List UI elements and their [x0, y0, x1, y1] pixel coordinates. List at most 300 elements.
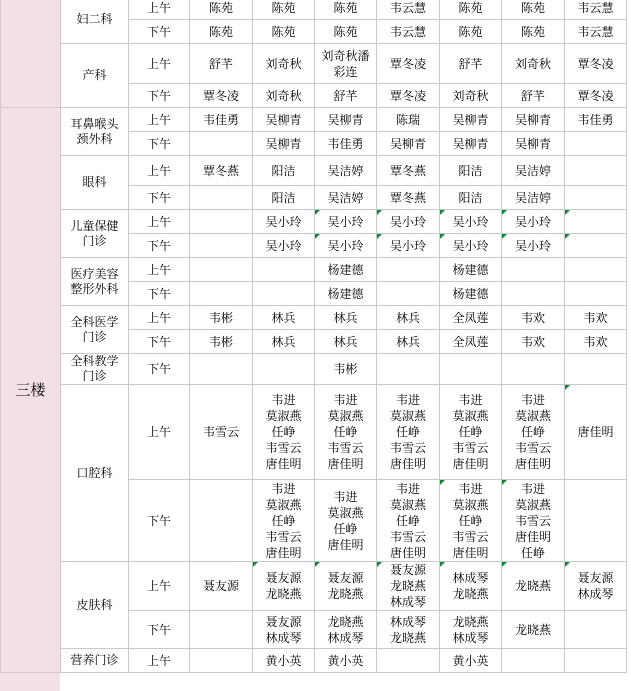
period-label-text: 上午	[146, 214, 171, 229]
doctor-cell	[502, 258, 565, 282]
doctor-cell	[315, 649, 377, 673]
doctor-cell-text: 林兵	[333, 334, 358, 349]
period-label	[129, 0, 190, 20]
doctor-cell	[190, 108, 253, 132]
doctor-cell	[502, 156, 565, 186]
doctor-cell	[502, 562, 565, 611]
doctor-cell-text: 聂友源 林成琴	[577, 571, 614, 601]
doctor-cell-text: 阳洁	[458, 163, 483, 178]
period-label-text: 上午	[146, 425, 171, 439]
doctor-cell-text: 吴小玲	[452, 214, 489, 229]
department-name	[61, 0, 129, 44]
doctor-cell	[253, 20, 315, 44]
doctor-cell-text: 吴柳青	[265, 112, 302, 127]
doctor-cell-text: 陈苑	[520, 24, 545, 39]
doctor-cell-text: 吴洁婷	[514, 163, 551, 178]
doctor-cell	[253, 0, 315, 20]
doctor-cell	[377, 44, 440, 84]
period-label	[129, 480, 190, 562]
period-label	[129, 20, 190, 44]
doctor-cell-text: 韦进 莫淑燕 任峥 韦雪云 唐佳明	[327, 393, 364, 471]
doctor-cell	[377, 385, 440, 480]
doctor-cell	[440, 306, 502, 330]
doctor-cell	[565, 562, 627, 611]
doctor-cell	[565, 306, 627, 330]
doctor-cell	[315, 0, 377, 20]
period-label-text: 下午	[146, 24, 171, 39]
doctor-cell	[440, 385, 502, 480]
doctor-cell	[190, 562, 253, 611]
period-label	[129, 44, 190, 84]
doctor-cell	[315, 480, 377, 562]
doctor-cell	[377, 234, 440, 258]
doctor-cell-text: 龙晓燕 林成琴	[452, 614, 489, 645]
doctor-cell-text: 林兵	[395, 334, 420, 349]
doctor-cell-text: 阳洁	[458, 190, 483, 205]
doctor-cell	[565, 480, 627, 562]
doctor-cell	[315, 186, 377, 210]
period-label-text: 上午	[146, 579, 171, 593]
doctor-cell	[315, 20, 377, 44]
doctor-cell	[377, 649, 440, 673]
doctor-cell	[253, 258, 315, 282]
period-label	[129, 234, 190, 258]
doctor-cell-text: 韦进 莫淑燕 任峥 韦雪云 唐佳明	[452, 481, 489, 560]
doctor-cell-text: 刘奇秋	[265, 56, 302, 71]
period-label	[129, 258, 190, 282]
doctor-cell	[440, 0, 502, 20]
doctor-cell-text: 林成琴 龙晓燕	[389, 614, 426, 645]
department-name	[61, 210, 129, 258]
doctor-cell-text: 陈苑	[333, 0, 358, 15]
department-name-text: 眼科	[82, 175, 107, 189]
doctor-cell	[315, 234, 377, 258]
doctor-cell-text: 韦进 莫淑燕 任峥 唐佳明	[327, 489, 364, 552]
doctor-cell	[565, 0, 627, 20]
doctor-cell-text: 覃冬凌	[389, 88, 426, 103]
doctor-cell	[315, 258, 377, 282]
doctor-cell-text: 舒芊	[520, 88, 545, 103]
doctor-cell	[565, 108, 627, 132]
doctor-cell-text: 覃冬燕	[389, 163, 426, 178]
doctor-cell	[502, 354, 565, 385]
period-label-text: 下午	[146, 88, 171, 103]
doctor-cell	[253, 210, 315, 234]
period-label	[129, 330, 190, 354]
department-name-text: 医疗美容 整形外科	[70, 266, 119, 296]
period-label	[129, 611, 190, 649]
doctor-cell	[315, 84, 377, 108]
doctor-cell	[315, 611, 377, 649]
doctor-cell-text: 陈苑	[208, 24, 233, 39]
doctor-cell-text: 韦佳勇	[577, 112, 614, 127]
doctor-cell	[502, 330, 565, 354]
doctor-cell-text: 全凤莲	[452, 310, 489, 325]
doctor-cell-text: 陈瑞	[395, 112, 420, 127]
period-label-text: 下午	[146, 362, 171, 376]
doctor-cell	[377, 611, 440, 649]
period-label	[129, 84, 190, 108]
period-label	[129, 210, 190, 234]
doctor-cell-text: 聂友源 林成琴	[265, 614, 302, 645]
doctor-cell	[190, 649, 253, 673]
doctor-cell	[440, 44, 502, 84]
doctor-cell-text: 林兵	[333, 310, 358, 325]
doctor-cell-text: 韦云慧	[577, 24, 614, 39]
doctor-cell	[440, 282, 502, 306]
doctor-cell	[502, 132, 565, 156]
period-label-text: 上午	[146, 112, 171, 127]
doctor-cell-text: 韦彬	[208, 310, 233, 325]
doctor-cell-text: 覃冬燕	[389, 190, 426, 205]
doctor-cell	[565, 84, 627, 108]
doctor-cell-text: 覃冬凌	[577, 56, 614, 71]
doctor-cell	[440, 354, 502, 385]
doctor-cell	[440, 234, 502, 258]
doctor-cell	[502, 234, 565, 258]
doctor-cell-text: 舒芊	[333, 88, 358, 103]
doctor-cell-text: 韦欢	[520, 334, 545, 349]
doctor-cell	[377, 354, 440, 385]
doctor-cell-text: 林兵	[395, 310, 420, 325]
doctor-cell-text: 韦进 莫淑燕 任峥 韦雪云 唐佳明	[389, 481, 426, 560]
doctor-cell-text: 覃冬凌	[389, 56, 426, 71]
doctor-cell	[377, 108, 440, 132]
doctor-cell	[315, 44, 377, 84]
department-name	[61, 108, 129, 156]
doctor-cell-text: 龙晓燕	[514, 579, 551, 593]
doctor-cell	[190, 480, 253, 562]
department-name-text: 全科教学 门诊	[70, 354, 119, 383]
doctor-cell-text: 刘奇秋	[265, 88, 302, 103]
table-row	[1, 108, 627, 132]
doctor-cell	[190, 156, 253, 186]
doctor-cell-text: 韦云慧	[389, 0, 426, 15]
table-row	[1, 210, 627, 234]
doctor-cell	[190, 330, 253, 354]
doctor-cell-text: 韦进 莫淑燕 任峥 韦雪云 唐佳明	[265, 393, 302, 471]
doctor-cell-text: 吴洁婷	[327, 190, 364, 205]
doctor-cell	[377, 132, 440, 156]
doctor-cell-text: 韦欢	[520, 310, 545, 325]
doctor-cell	[253, 480, 315, 562]
table-row	[1, 562, 627, 611]
doctor-cell	[190, 132, 253, 156]
doctor-cell-text: 吴柳青	[514, 112, 551, 127]
doctor-cell-text: 吴柳青	[452, 112, 489, 127]
floor-cell	[1, 0, 61, 108]
doctor-cell-text: 韦佳勇	[327, 136, 364, 151]
doctor-cell	[253, 84, 315, 108]
doctor-cell-text: 韦云慧	[389, 24, 426, 39]
doctor-cell-text: 吴小玲	[265, 238, 302, 253]
department-name-text: 营养门诊	[70, 653, 119, 667]
period-label	[129, 354, 190, 385]
doctor-cell	[502, 282, 565, 306]
doctor-cell-text: 唐佳明	[577, 425, 614, 439]
doctor-cell-text: 舒芊	[208, 56, 233, 71]
department-name	[61, 258, 129, 306]
doctor-cell	[502, 108, 565, 132]
doctor-cell	[253, 385, 315, 480]
doctor-cell	[190, 44, 253, 84]
doctor-cell	[377, 186, 440, 210]
doctor-cell	[502, 20, 565, 44]
doctor-cell	[440, 132, 502, 156]
doctor-cell-text: 吴柳青	[265, 136, 302, 151]
period-label-text: 下午	[146, 136, 171, 151]
doctor-cell	[440, 20, 502, 44]
doctor-cell	[377, 282, 440, 306]
doctor-cell-text: 吴柳青	[389, 136, 426, 151]
doctor-cell	[253, 306, 315, 330]
doctor-cell	[502, 480, 565, 562]
doctor-cell-text: 陈苑	[458, 24, 483, 39]
department-name	[61, 156, 129, 210]
period-label	[129, 562, 190, 611]
doctor-cell	[565, 258, 627, 282]
department-name	[61, 354, 129, 385]
doctor-cell	[565, 282, 627, 306]
doctor-cell	[253, 44, 315, 84]
period-label	[129, 132, 190, 156]
doctor-cell-text: 黄小英	[265, 653, 302, 668]
doctor-cell	[502, 306, 565, 330]
period-label-text: 上午	[146, 0, 171, 15]
doctor-cell	[377, 330, 440, 354]
period-label	[129, 649, 190, 673]
doctor-cell-text: 韦云慧	[577, 0, 614, 15]
doctor-cell	[377, 20, 440, 44]
department-name-text: 妇二科	[76, 12, 113, 26]
department-name-text: 产科	[82, 68, 107, 82]
doctor-cell-text: 林兵	[271, 310, 296, 325]
department-name-text: 耳鼻喉头 颈外科	[70, 116, 119, 146]
doctor-cell-text: 聂友源 龙晓燕	[265, 571, 302, 601]
doctor-cell-text: 黄小英	[452, 653, 489, 668]
doctor-cell	[190, 385, 253, 480]
doctor-cell-text: 吴小玲	[389, 214, 426, 229]
doctor-cell	[377, 156, 440, 186]
doctor-cell	[190, 611, 253, 649]
doctor-cell	[253, 234, 315, 258]
doctor-cell-text: 吴小玲	[327, 214, 364, 229]
doctor-cell	[377, 480, 440, 562]
department-name	[61, 306, 129, 354]
doctor-cell	[440, 210, 502, 234]
doctor-cell	[565, 156, 627, 186]
period-label	[129, 156, 190, 186]
doctor-cell	[190, 84, 253, 108]
doctor-cell-text: 陈苑	[208, 0, 233, 15]
doctor-cell	[565, 385, 627, 480]
table-row	[1, 258, 627, 282]
department-name	[61, 385, 129, 562]
period-label-text: 下午	[146, 190, 171, 205]
doctor-cell	[502, 210, 565, 234]
doctor-cell	[315, 282, 377, 306]
doctor-cell	[565, 186, 627, 210]
table-row	[1, 44, 627, 84]
doctor-cell	[377, 258, 440, 282]
doctor-cell-text: 覃冬凌	[577, 88, 614, 103]
period-label-text: 下午	[146, 334, 171, 349]
doctor-cell	[253, 132, 315, 156]
doctor-cell	[253, 282, 315, 306]
doctor-cell	[190, 20, 253, 44]
doctor-cell-text: 陈苑	[271, 24, 296, 39]
doctor-cell	[440, 330, 502, 354]
doctor-cell-text: 吴小玲	[514, 214, 551, 229]
period-label-text: 上午	[146, 262, 171, 277]
doctor-cell	[253, 611, 315, 649]
doctor-cell-text: 黄小英	[327, 653, 364, 668]
doctor-cell-text: 龙晓燕	[514, 622, 551, 637]
doctor-cell	[315, 354, 377, 385]
doctor-cell	[502, 611, 565, 649]
period-label	[129, 306, 190, 330]
period-label-text: 上午	[146, 163, 171, 178]
doctor-cell	[253, 186, 315, 210]
doctor-cell-text: 韦欢	[583, 334, 608, 349]
floor-label-text: 三楼	[15, 381, 46, 399]
doctor-cell-text: 韦欢	[583, 310, 608, 325]
doctor-cell	[565, 234, 627, 258]
doctor-cell	[502, 649, 565, 673]
period-label	[129, 108, 190, 132]
doctor-cell-text: 韦彬	[333, 362, 358, 376]
doctor-cell-text: 韦雪云	[202, 425, 239, 439]
floor-label	[1, 108, 61, 673]
doctor-cell	[502, 44, 565, 84]
doctor-cell-text: 杨建德	[452, 286, 489, 301]
doctor-cell-text: 韦进 莫淑燕 任峥 韦雪云 唐佳明	[265, 481, 302, 560]
doctor-cell-text: 聂友源 龙晓燕 林成琴	[389, 563, 426, 609]
doctor-cell	[253, 330, 315, 354]
doctor-cell	[377, 210, 440, 234]
doctor-cell	[565, 132, 627, 156]
department-name-text: 口腔科	[76, 465, 113, 480]
doctor-cell-text: 韦进 莫淑燕 韦雪云 唐佳明 任峥	[514, 481, 551, 560]
doctor-cell	[377, 84, 440, 108]
doctor-cell-text: 吴柳青	[327, 112, 364, 127]
doctor-cell	[377, 306, 440, 330]
department-name-text: 全科医学 门诊	[70, 314, 119, 344]
doctor-cell	[253, 562, 315, 611]
doctor-cell	[253, 649, 315, 673]
doctor-cell-text: 聂友源 龙晓燕	[327, 571, 364, 601]
doctor-cell	[440, 108, 502, 132]
doctor-cell	[565, 44, 627, 84]
doctor-cell	[440, 611, 502, 649]
period-label	[129, 385, 190, 480]
doctor-cell-text: 杨建德	[452, 262, 489, 277]
period-label	[129, 282, 190, 306]
period-label-text: 下午	[146, 286, 171, 301]
doctor-cell-text: 刘奇秋	[514, 56, 551, 71]
doctor-cell-text: 韦进 莫淑燕 任峥 韦雪云 唐佳明	[514, 393, 551, 471]
doctor-cell-text: 陈苑	[333, 24, 358, 39]
doctor-cell	[440, 562, 502, 611]
doctor-cell	[440, 480, 502, 562]
doctor-cell	[565, 210, 627, 234]
doctor-cell-text: 陈苑	[271, 0, 296, 15]
doctor-cell-text: 吴柳青	[452, 136, 489, 151]
doctor-cell	[190, 0, 253, 20]
doctor-cell-text: 覃冬凌	[202, 88, 239, 103]
department-name-text: 皮肤科	[76, 597, 113, 612]
table-row	[1, 156, 627, 186]
table-row	[1, 385, 627, 480]
doctor-cell-text: 陈苑	[458, 0, 483, 15]
doctor-cell	[440, 84, 502, 108]
department-name	[61, 649, 129, 673]
doctor-cell	[315, 210, 377, 234]
doctor-cell-text: 杨建德	[327, 286, 364, 301]
doctor-cell	[565, 354, 627, 385]
doctor-cell	[190, 282, 253, 306]
doctor-cell-text: 林兵	[271, 334, 296, 349]
doctor-cell-text: 陈苑	[520, 0, 545, 15]
doctor-cell-text: 杨建德	[327, 262, 364, 277]
table-row	[1, 354, 627, 385]
doctor-cell	[502, 0, 565, 20]
period-label-text: 上午	[146, 56, 171, 71]
department-name	[61, 562, 129, 649]
doctor-cell-text: 舒芊	[458, 56, 483, 71]
doctor-cell	[440, 186, 502, 210]
doctor-cell-text: 韦进 莫淑燕 任峥 韦雪云 唐佳明	[452, 393, 489, 471]
doctor-cell	[377, 0, 440, 20]
doctor-cell-text: 聂友源	[202, 579, 239, 593]
doctor-cell	[190, 210, 253, 234]
doctor-cell-text: 刘奇秋潘 彩连	[321, 48, 370, 79]
doctor-cell	[565, 330, 627, 354]
doctor-cell-text: 吴小玲	[265, 214, 302, 229]
doctor-cell-text: 林成琴 龙晓燕	[452, 571, 489, 601]
doctor-cell-text: 吴柳青	[514, 136, 551, 151]
doctor-cell	[502, 385, 565, 480]
doctor-cell-text: 吴小玲	[327, 238, 364, 253]
doctor-cell-text: 韦进 莫淑燕 任峥 韦雪云 唐佳明	[389, 393, 426, 471]
department-name-text: 儿童保健 门诊	[70, 218, 119, 248]
doctor-cell	[377, 562, 440, 611]
period-label-text: 下午	[146, 513, 171, 528]
period-label-text: 上午	[146, 653, 171, 668]
doctor-cell	[502, 84, 565, 108]
doctor-cell-text: 吴小玲	[514, 238, 551, 253]
doctor-cell	[253, 108, 315, 132]
doctor-cell	[190, 258, 253, 282]
doctor-cell-text: 阳洁	[271, 163, 296, 178]
doctor-cell	[565, 649, 627, 673]
doctor-cell	[502, 186, 565, 210]
doctor-cell	[565, 20, 627, 44]
doctor-cell	[440, 258, 502, 282]
period-label-text: 下午	[146, 622, 171, 637]
department-name	[61, 44, 129, 108]
doctor-cell-text: 吴洁婷	[514, 190, 551, 205]
doctor-cell	[190, 306, 253, 330]
doctor-cell-text: 刘奇秋	[452, 88, 489, 103]
doctor-cell	[315, 132, 377, 156]
doctor-cell	[440, 649, 502, 673]
doctor-cell	[315, 562, 377, 611]
doctor-cell	[315, 385, 377, 480]
table-row	[1, 649, 627, 673]
doctor-cell-text: 吴小玲	[389, 238, 426, 253]
table-row	[1, 306, 627, 330]
